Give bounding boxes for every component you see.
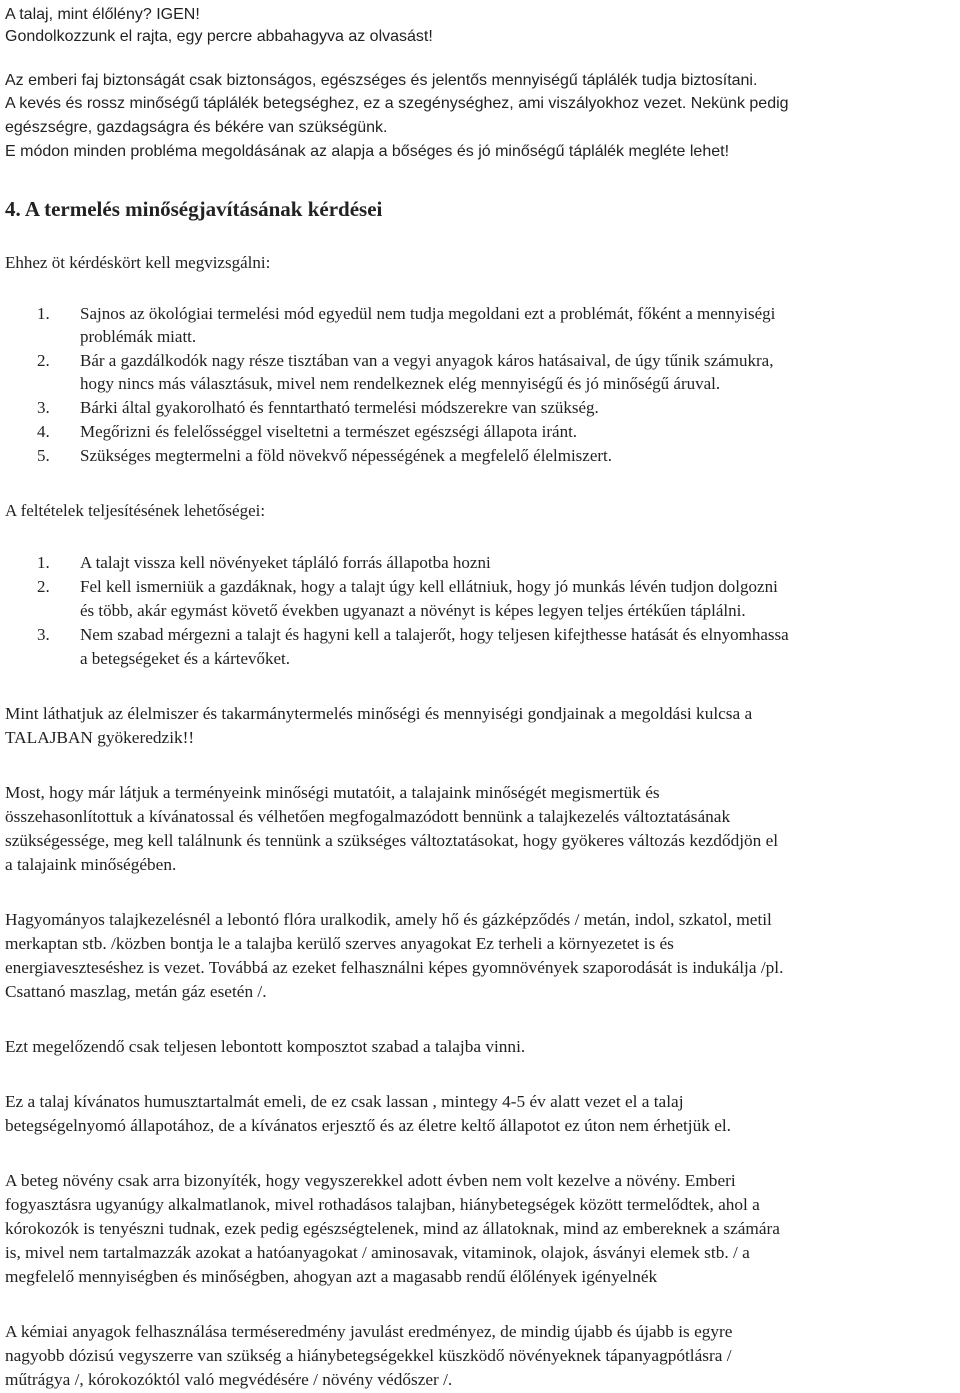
paragraph-line: Csattanó maszlag, metán gáz esetén /. xyxy=(5,982,267,1001)
intro-line-1: A talaj, mint élőlény? IGEN! xyxy=(5,6,200,23)
paragraph-line: szükségessége, meg kell találnunk és tennünk a szükséges változtatásokat, hogy gyökeres változás kezdődjön el xyxy=(5,831,779,850)
paragraph-line: kórokozók is tenyészni tudnak, ezek pedig egészségtelenek, mind az állatoknak, mind az embereknek a számára xyxy=(5,1219,780,1238)
paragraph-line: Most, hogy már látjuk a terményeink minőségi mutatóit, a talajaink minőségét megismertük és xyxy=(5,783,660,802)
paragraph-line: műtrágya /, kórokozóktól való megvédésére / növény védőszer /. xyxy=(5,1370,453,1389)
paragraph-line: Hagyományos talajkezelésnél a lebontó flóra uralkodik, amely hő és gázképződés / metán, indol, szkatol, metil xyxy=(5,910,772,929)
list-item: 2. Bár a gazdálkodók nagy része tisztában van a vegyi anyagok káros hatásaival, de úgy tűnik számukra, xyxy=(37,351,774,370)
paragraph-line: is, mivel nem tartalmazzák azokat a hatóanyagokat / aminosavak, vitaminok, olajok, ásványi elemek stb. / a xyxy=(5,1243,750,1262)
list-item-continuation: problémák miatt. xyxy=(80,327,197,346)
list-item: 1. A talajt vissza kell növényeket tápláló forrás állapotba hozni xyxy=(37,553,491,572)
section-heading: 4. A termelés minőségjavításának kérdései xyxy=(5,197,383,221)
list-item: 3. Nem szabad mérgezni a talajt és hagyni kell a talajerőt, hogy teljesen kifejthesse hatását és elnyomhassa xyxy=(37,625,789,644)
paragraph-line: betegségelnyomó állapotához, de a kívánatos erjesztő és az életre keltő állapotot ez úton nem érhetjük el. xyxy=(5,1116,732,1135)
list-item-continuation: hogy nincs más választásuk, mivel nem rendelkeznek elég mennyiségű és jó minőségű áruval. xyxy=(80,374,721,393)
conditions-lead: A feltételek teljesítésének lehetőségei: xyxy=(5,501,266,520)
paragraph-line: Mint láthatjuk az élelmiszer és takarmánytermelés minőségi és mennyiségi gondjainak a megoldási kulcsa a xyxy=(5,704,753,723)
intro-line-2: Gondolkozzunk el rajta, egy percre abbahagyva az olvasást! xyxy=(5,28,433,45)
paragraph-line: nagyobb dózisú vegyszerre van szükség a hiánybetegségekkel küszködő növényeknek tápanyagpótlásra / xyxy=(5,1346,732,1365)
section-lead: Ehhez öt kérdéskört kell megvizsgálni: xyxy=(5,253,271,272)
paragraph-line: A kémiai anyagok felhasználása terméseredmény javulást eredményez, de mindig újabb és újabb is egyre xyxy=(5,1322,733,1341)
list-item-continuation: és több, akár egymást követő években ugyanazt a növényt is képes legyen teljes értékűen táplálni. xyxy=(80,601,746,620)
paragraph-line: Ezt megelőzendő csak teljesen lebontott komposztot szabad a talajba vinni. xyxy=(5,1037,526,1056)
paragraph-line: TALAJBAN gyökeredzik!! xyxy=(5,728,195,747)
paragraph-line: energiaveszteséshez is vezet. Továbbá az ezeket felhasználni képes gyomnövények szaporodását is indukálja /pl. xyxy=(5,958,784,977)
paragraph-line: fogyasztásra ugyanúgy alkalmatlanok, mivel rothadásos talajban, hiánybetegségek között termelődtek, ahol a xyxy=(5,1195,760,1214)
list-item: 2. Fel kell ismerniük a gazdáknak, hogy a talajt úgy kell ellátniuk, hogy jó munkás lévén tudjon dolgozni xyxy=(37,577,778,596)
paragraph-line: Ez a talaj kívánatos humusztartalmát emeli, de ez csak lassan , mintegy 4-5 év alatt vezet el a talaj xyxy=(5,1092,684,1111)
list-item: 5. Szükséges megtermelni a föld növekvő népességének a megfelelő élelmiszert. xyxy=(37,446,613,465)
list-item-continuation: a betegségeket és a kártevőket. xyxy=(80,649,291,668)
list-item: 4. Megőrizni és felelősséggel viseltetni a természet egészségi állapota iránt. xyxy=(37,422,578,441)
paragraph-line: A beteg növény csak arra bizonyíték, hogy vegyszerekkel adott évben nem volt kezelve a növény. Emberi xyxy=(5,1171,736,1190)
list-item: 1. Sajnos az ökológiai termelési mód egyedül nem tudja megoldani ezt a problémát, főként a mennyiségi xyxy=(37,304,776,323)
intro-line-5: egészségre, gazdagságra és békére van szükségünk. xyxy=(5,119,388,136)
paragraph-line: megfelelő mennyiségben és minőségben, ahogyan azt a magasabb rendű élőlények igényelnék xyxy=(5,1267,658,1286)
intro-line-4: A kevés és rossz minőségű táplálék betegséghez, ez a szegénységhez, ami viszályokhoz vezet. Nekünk pedig xyxy=(5,95,789,112)
intro-line-3: Az emberi faj biztonságát csak biztonságos, egészséges és jelentős mennyiségű táplálék tudja biztosítani. xyxy=(5,72,758,89)
list-item: 3. Bárki által gyakorolható és fenntartható termelési módszerekre van szükség. xyxy=(37,398,599,417)
paragraph-line: összehasonlítottuk a kívánatossal és vélhetően megfogalmazódott bennünk a talajkezelés változtatásának xyxy=(5,807,731,826)
paragraph-line: merkaptan stb. /közben bontja le a talajba kerülő szerves anyagokat Ez terheli a környezetet is és xyxy=(5,934,674,953)
intro-line-6: E módon minden probléma megoldásának az alapja a bőséges és jó minőségű táplálék megléte lehet! xyxy=(5,143,730,160)
paragraph-line: a talajaink minőségében. xyxy=(5,855,177,874)
